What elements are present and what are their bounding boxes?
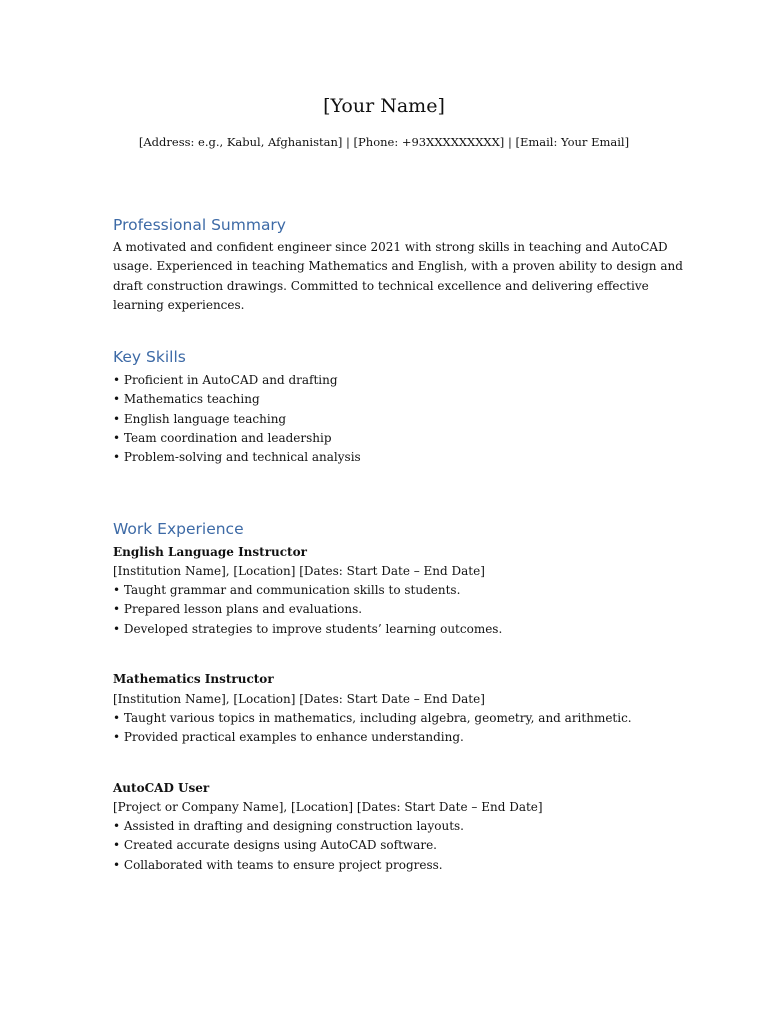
job-bullet: • Prepared lesson plans and evaluations.	[113, 602, 363, 616]
job-bullet: • Assisted in drafting and designing construction layouts.	[113, 819, 464, 833]
job-bullet: • Provided practical examples to enhance understanding.	[113, 730, 464, 744]
section-heading-skills: Key Skills	[113, 348, 186, 366]
section-heading-experience: Work Experience	[113, 520, 244, 538]
summary-line: A motivated and confident engineer since 2021 with strong skills in teaching and AutoCAD	[113, 240, 668, 254]
summary-line: usage. Experienced in teaching Mathematics and English, with a proven ability to design and	[113, 259, 683, 273]
job-bullet: • Collaborated with teams to ensure project progress.	[113, 858, 443, 872]
job-meta: [Institution Name], [Location] [Dates: Start Date – End Date]	[113, 692, 485, 706]
skill-item: • English language teaching	[113, 412, 287, 426]
job-bullet: • Created accurate designs using AutoCAD software.	[113, 838, 437, 852]
skill-item: • Mathematics teaching	[113, 392, 260, 406]
job-bullet: • Taught grammar and communication skills to students.	[113, 583, 461, 597]
job-title: English Language Instructor	[113, 545, 307, 559]
skill-item: • Proficient in AutoCAD and drafting	[113, 373, 338, 387]
summary-line: learning experiences.	[113, 298, 245, 312]
candidate-name: [Your Name]	[323, 95, 445, 117]
job-meta: [Institution Name], [Location] [Dates: Start Date – End Date]	[113, 564, 485, 578]
job-bullet: • Developed strategies to improve students’ learning outcomes.	[113, 622, 503, 636]
job-title: AutoCAD User	[113, 781, 210, 795]
skill-item: • Problem-solving and technical analysis	[113, 450, 361, 464]
job-title: Mathematics Instructor	[113, 672, 274, 686]
job-bullet: • Taught various topics in mathematics, including algebra, geometry, and arithmetic.	[113, 711, 632, 725]
summary-line: draft construction drawings. Committed to technical excellence and delivering effective	[113, 279, 649, 293]
skill-item: • Team coordination and leadership	[113, 431, 332, 445]
contact-info: [Address: e.g., Kabul, Afghanistan] | [Phone: +93XXXXXXXXX] | [Email: Your Email]	[138, 135, 630, 149]
section-heading-summary: Professional Summary	[113, 216, 286, 234]
job-meta: [Project or Company Name], [Location] [Dates: Start Date – End Date]	[113, 800, 543, 814]
